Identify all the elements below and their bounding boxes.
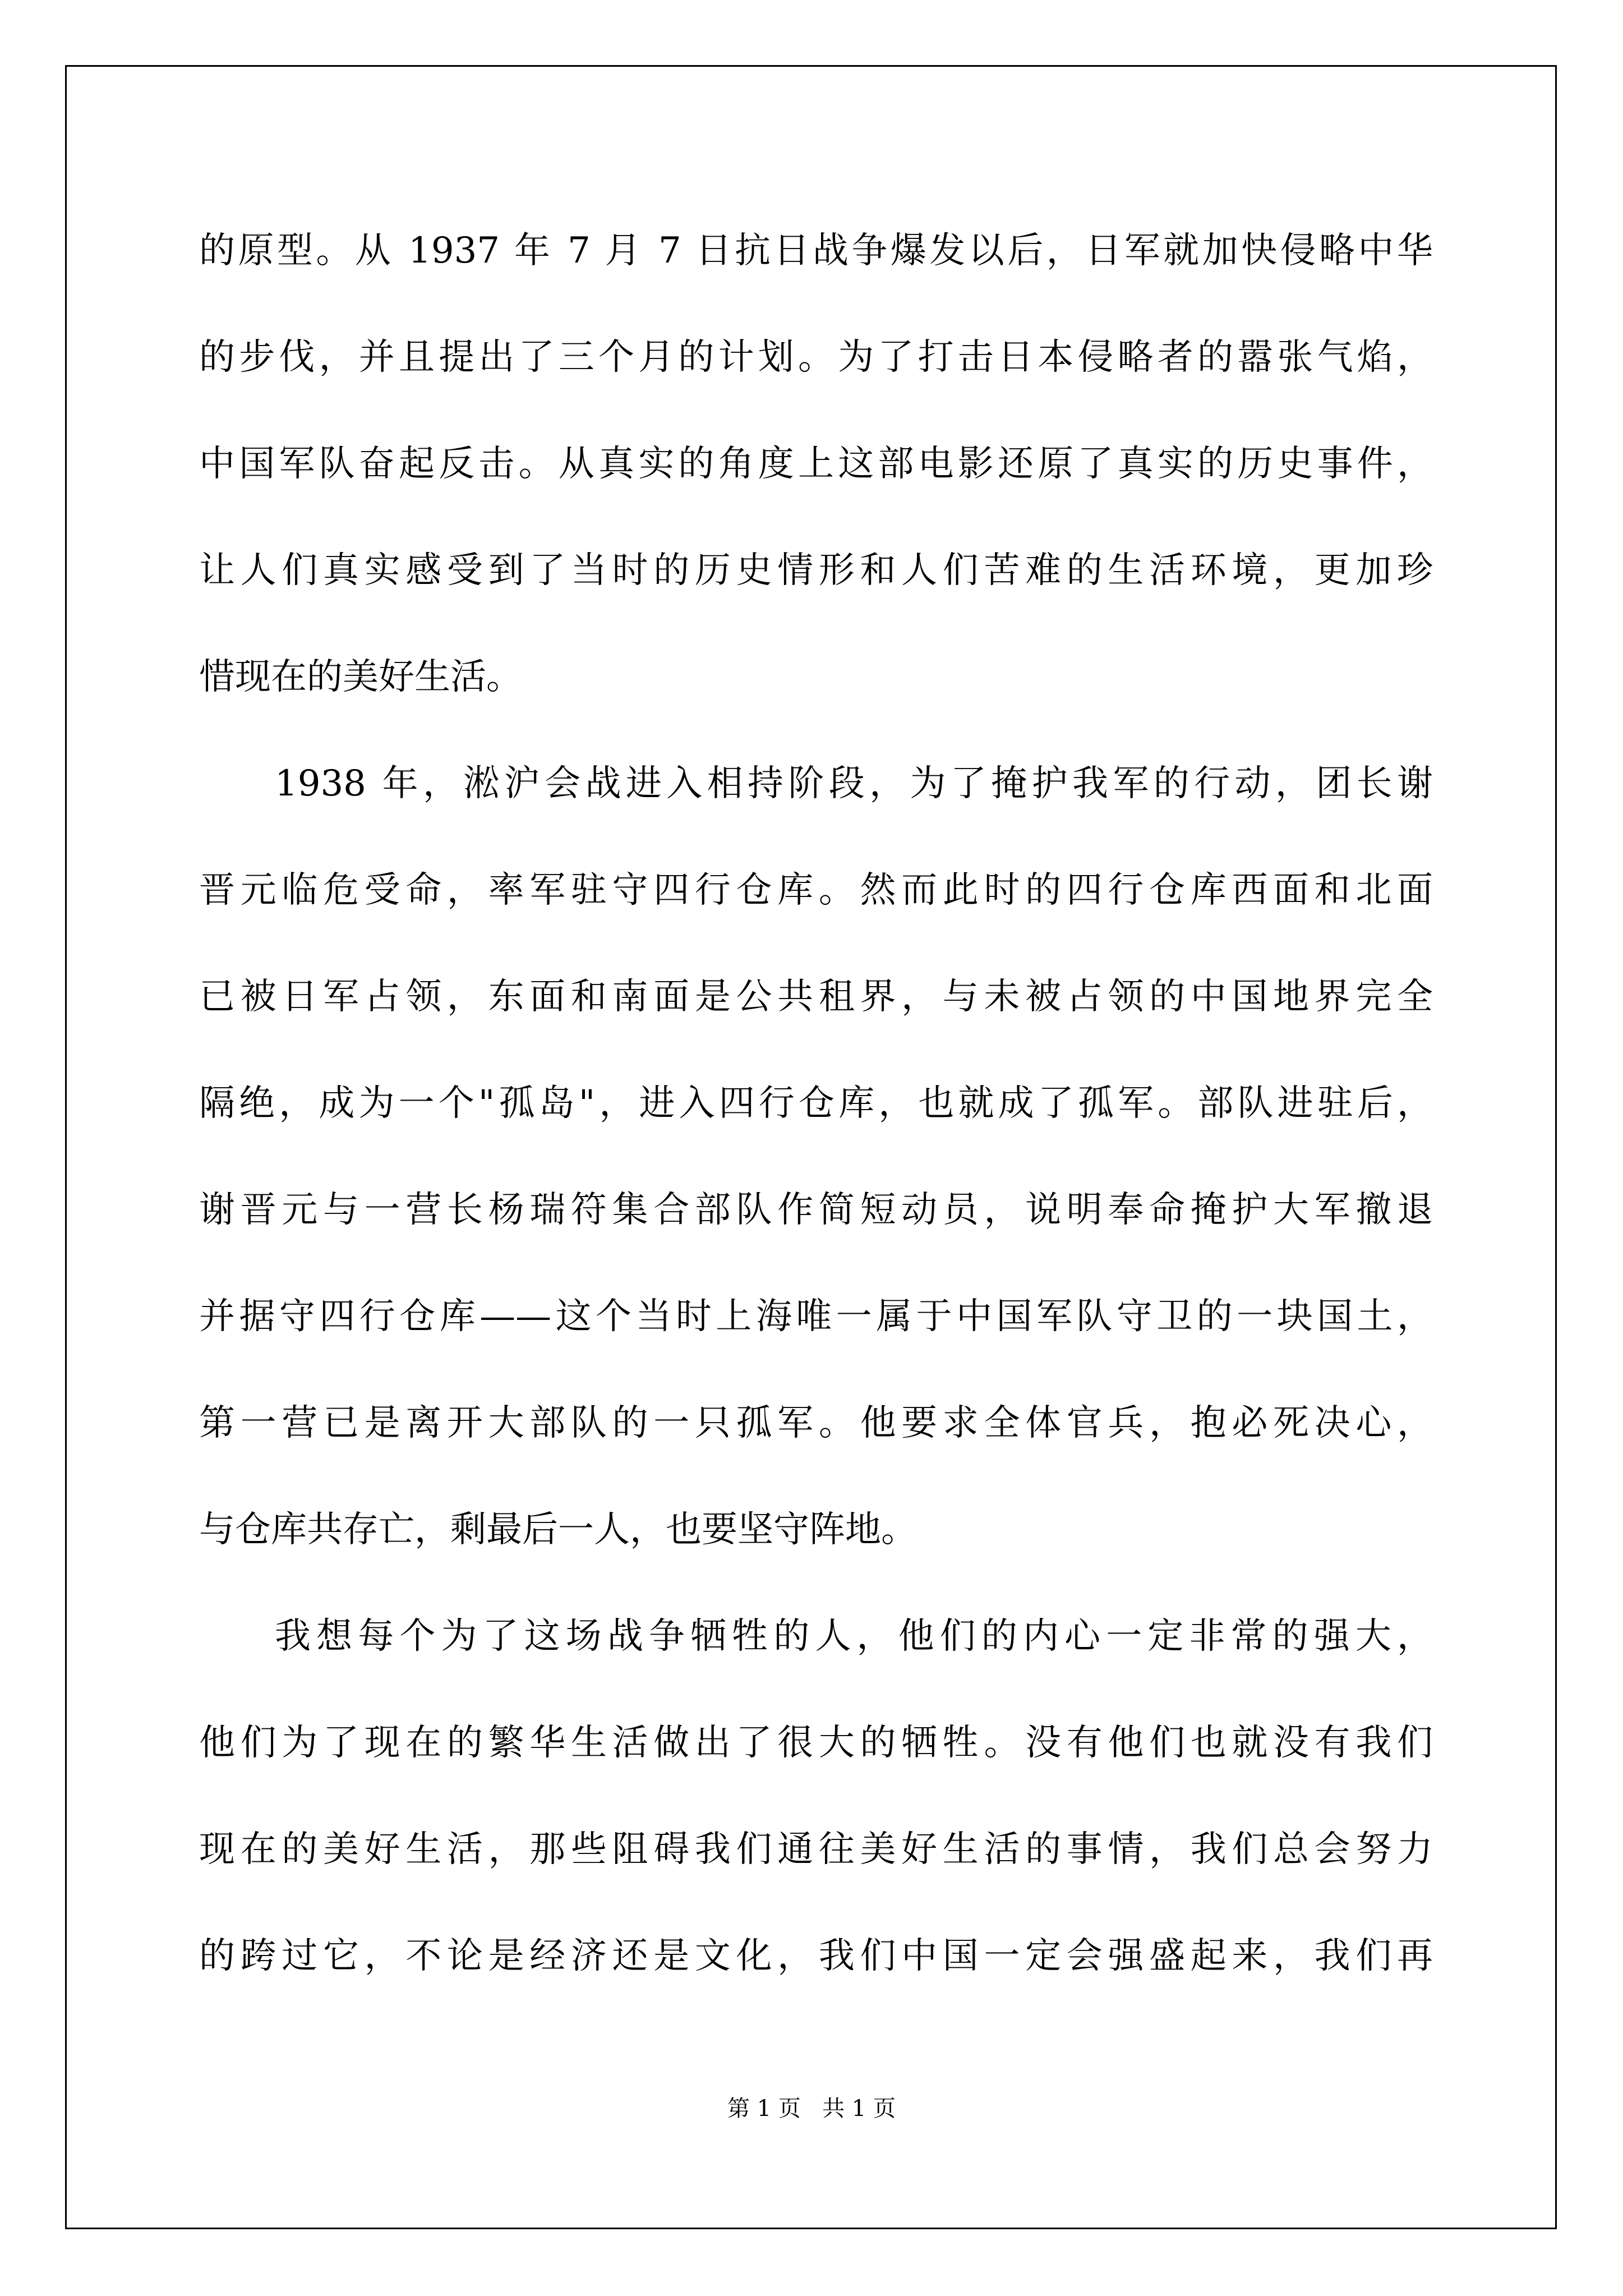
page-border [65,65,1557,2229]
paragraph-3-line-1: 我想每个为了这场战争牺牲的人，他们的内心一定非常的强大， [275,1616,1433,1657]
paragraph-3-line-4: 的跨过它，不论是经济还是文化，我们中国一定会强盛起来，我们再 [199,1935,1433,1977]
paragraph-1-line-5: 惜现在的美好生活。 [199,656,522,698]
paragraph-3-line-3: 现在的美好生活，那些阻碍我们通往美好生活的事情，我们总会努力 [199,1829,1433,1870]
page-number-footer: 第 1 页 共 1 页 [727,2096,896,2122]
paragraph-2-line-4: 隔绝，成为一个"孤岛"，进入四行仓库，也就成了孤军。部队进驻后， [199,1083,1433,1124]
paragraph-2-line-5: 谢晋元与一营长杨瑞符集合部队作简短动员，说明奉命掩护大军撤退 [199,1189,1433,1231]
paragraph-2-line-6: 并据守四行仓库——这个当时上海唯一属于中国军队守卫的一块国土， [199,1296,1433,1337]
paragraph-1-line-1: 的原型。从 1937 年 7 月 7 日抗日战争爆发以后，日军就加快侵略中华 [199,230,1433,272]
paragraph-2-line-8: 与仓库共存亡，剩最后一人，也要坚守阵地。 [199,1509,917,1550]
paragraph-2-line-2: 晋元临危受命，率军驻守四行仓库。然而此时的四行仓库西面和北面 [199,869,1433,911]
paragraph-1-line-4: 让人们真实感受到了当时的历史情形和人们苦难的生活环境，更加珍 [199,550,1433,591]
paragraph-1-line-3: 中国军队奋起反击。从真实的角度上这部电影还原了真实的历史事件， [199,443,1433,485]
paragraph-2-line-1: 1938 年，淞沪会战进入相持阶段，为了掩护我军的行动，团长谢 [275,763,1433,804]
paragraph-1-line-2: 的步伐，并且提出了三个月的计划。为了打击日本侵略者的嚣张气焰， [199,337,1433,378]
paragraph-2-line-7: 第一营已是离开大部队的一只孤军。他要求全体官兵，抱必死决心， [199,1402,1433,1444]
paragraph-2-line-3: 已被日军占领，东面和南面是公共租界，与未被占领的中国地界完全 [199,976,1433,1018]
paragraph-3-line-2: 他们为了现在的繁华生活做出了很大的牺牲。没有他们也就没有我们 [199,1722,1433,1764]
